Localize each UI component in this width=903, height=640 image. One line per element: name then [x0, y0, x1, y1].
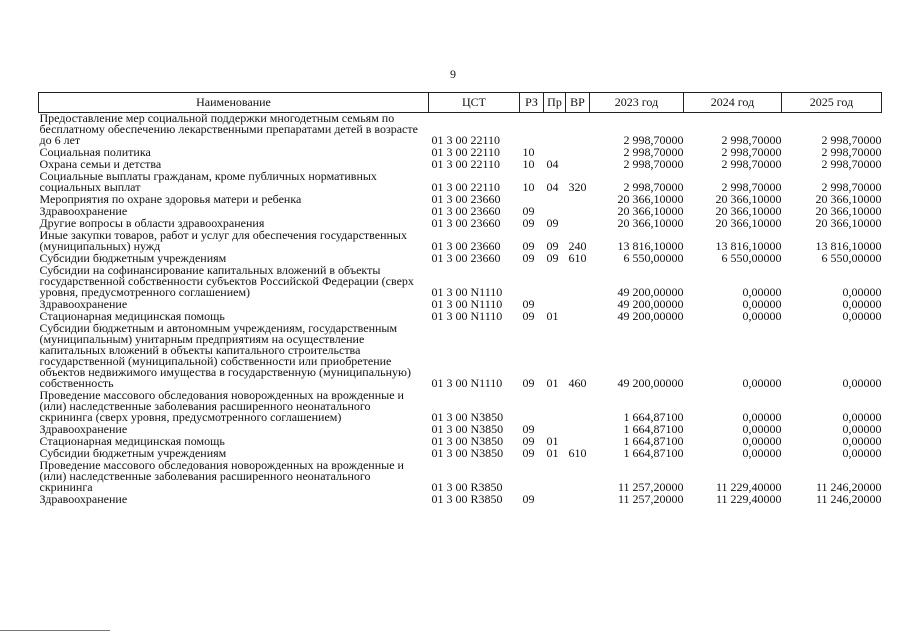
cell-cst: 01 3 00 22110 [431, 133, 501, 147]
cell-2025: 11 246,20000 [815, 492, 882, 506]
cell-vr [566, 265, 590, 299]
cell-rz [520, 265, 544, 299]
cell-rz: 09 [522, 309, 535, 323]
cell-name: Социальная политика [39, 145, 151, 159]
cell-rz: 09 [522, 376, 535, 390]
cell-2023: 11 257,20000 [617, 492, 684, 506]
cell-rz: 09 [522, 239, 535, 253]
cell-rz: 09 [522, 422, 535, 436]
cell-2024: 20 366,10000 [715, 216, 782, 230]
cell-2024: 20 366,10000 [715, 204, 782, 218]
cell-pr: 09 [546, 239, 559, 253]
table-row [39, 494, 882, 506]
cell-name: Субсидии бюджетным и автономным учреждениям, государственным (муниципальным) унитарным предприятиям на осуществление капитальных вложений в объекты капитального строительства государственной (муниципальной) собственности или приобретение объектов недвижимого имущества в государственную (муниципальную) собственность [39, 321, 411, 390]
cell-pr [544, 460, 566, 494]
cell-2023: 1 664,87100 [623, 422, 684, 436]
cell-2025: 0,00000 [842, 376, 882, 390]
cell-2023: 20 366,10000 [617, 192, 684, 206]
cell-2024: 11 229,40000 [715, 492, 782, 506]
cell-pr: 01 [546, 376, 559, 390]
table-header-row [39, 93, 882, 113]
cell-name: Проведение массового обследования новорожденных на врожденные и (или) наследственные заболевания расширенного неонатального скрининга [39, 458, 404, 494]
cell-vr [566, 424, 590, 436]
cell-2025: 6 550,00000 [821, 251, 882, 265]
header-2023: 2023 год [590, 93, 684, 113]
table-row [39, 460, 882, 494]
cell-2024: 11 229,40000 [715, 480, 782, 494]
cell-rz: 10 [522, 157, 535, 171]
cell-pr [544, 194, 566, 206]
cell-2023: 1 664,87100 [623, 410, 684, 424]
cell-2023: 1 664,87100 [623, 434, 684, 448]
cell-pr: 01 [546, 309, 559, 323]
cell-name: Иные закупки товаров, работ и услуг для обеспечения государственных (муниципальных) нужд [39, 228, 407, 253]
cell-cst: 01 3 00 23660 [431, 204, 501, 218]
page-number: 9 [450, 67, 456, 81]
cell-rz: 09 [522, 297, 535, 311]
cell-rz: 09 [522, 446, 535, 460]
cell-rz [520, 113, 544, 148]
cell-cst: 01 3 00 N3850 [431, 446, 504, 460]
table-body [39, 113, 882, 507]
table-row [39, 113, 882, 148]
cell-2025: 20 366,10000 [815, 204, 882, 218]
cell-2025: 0,00000 [842, 422, 882, 436]
cell-2025: 20 366,10000 [815, 216, 882, 230]
cell-name: Стационарная медицинская помощь [39, 434, 225, 448]
header-vr: ВР [566, 93, 590, 113]
cell-2024: 0,00000 [742, 285, 782, 299]
budget-table [38, 92, 882, 506]
cell-2025: 0,00000 [842, 309, 882, 323]
cell-vr [566, 113, 590, 148]
header-2025: 2025 год [782, 93, 882, 113]
cell-name: Стационарная медицинская помощь [39, 309, 225, 323]
cell-vr: 460 [568, 376, 587, 390]
cell-2025: 0,00000 [842, 297, 882, 311]
cell-cst: 01 3 00 22110 [431, 145, 501, 159]
cell-2024: 2 998,70000 [721, 157, 782, 171]
cell-2024: 0,00000 [742, 434, 782, 448]
cell-name: Проведение массового обследования новорожденных на врожденные и (или) наследственные заболевания расширенного неонатального скрининга (сверх уровня, предусмотренного соглашением) [39, 388, 404, 424]
cell-rz [520, 460, 544, 494]
cell-pr: 09 [546, 216, 559, 230]
cell-pr: 01 [546, 434, 559, 448]
cell-2024: 0,00000 [742, 309, 782, 323]
cell-rz: 10 [522, 180, 535, 194]
cell-2023: 49 200,00000 [617, 309, 684, 323]
cell-cst: 01 3 00 N1110 [431, 285, 503, 299]
cell-cst: 01 3 00 N1110 [431, 376, 503, 390]
cell-rz: 09 [522, 216, 535, 230]
cell-2024: 6 550,00000 [721, 251, 782, 265]
cell-2025: 13 816,10000 [815, 239, 882, 253]
cell-name: Субсидии бюджетным учреждениям [39, 251, 227, 265]
header-name: Наименование [39, 93, 429, 113]
cell-2023: 2 998,70000 [623, 180, 684, 194]
cell-2024: 0,00000 [742, 422, 782, 436]
cell-vr [566, 206, 590, 218]
cell-cst: 01 3 00 N3850 [431, 434, 504, 448]
cell-cst: 01 3 00 23660 [431, 251, 501, 265]
cell-rz: 09 [522, 492, 535, 506]
table-row [39, 390, 882, 424]
cell-2025: 20 366,10000 [815, 192, 882, 206]
cell-2024: 2 998,70000 [721, 133, 782, 147]
cell-pr: 09 [546, 251, 559, 265]
cell-rz: 09 [522, 204, 535, 218]
cell-2023: 2 998,70000 [623, 157, 684, 171]
cell-vr: 320 [568, 180, 587, 194]
cell-vr: 240 [568, 239, 587, 253]
cell-2024: 0,00000 [742, 376, 782, 390]
cell-cst: 01 3 00 23660 [431, 192, 501, 206]
table-row [39, 265, 882, 299]
cell-2023: 2 998,70000 [623, 133, 684, 147]
cell-vr [566, 390, 590, 424]
cell-2023: 20 366,10000 [617, 204, 684, 218]
cell-rz [520, 390, 544, 424]
cell-2025: 11 246,20000 [815, 480, 882, 494]
cell-2025: 2 998,70000 [821, 157, 882, 171]
cell-2023: 49 200,00000 [617, 376, 684, 390]
cell-cst: 01 3 00 R3850 [431, 492, 503, 506]
cell-name: Здравоохранение [39, 422, 128, 436]
table-row [39, 323, 882, 390]
cell-2025: 0,00000 [842, 410, 882, 424]
cell-name: Социальные выплаты гражданам, кроме публичных нормативных социальных выплат [39, 169, 377, 194]
cell-2024: 0,00000 [742, 410, 782, 424]
cell-name: Охрана семьи и детства [39, 157, 162, 171]
cell-2025: 0,00000 [842, 434, 882, 448]
cell-pr [544, 113, 566, 148]
cell-vr [566, 159, 590, 171]
cell-2024: 0,00000 [742, 297, 782, 311]
cell-2024: 2 998,70000 [721, 180, 782, 194]
cell-cst: 01 3 00 N3850 [431, 422, 504, 436]
cell-cst: 01 3 00 R3850 [431, 480, 503, 494]
cell-2023: 20 366,10000 [617, 216, 684, 230]
cell-vr [566, 194, 590, 206]
cell-name: Здравоохранение [39, 492, 128, 506]
cell-rz: 09 [522, 434, 535, 448]
cell-vr [566, 311, 590, 323]
cell-rz: 10 [522, 145, 535, 159]
header-rz: РЗ [520, 93, 544, 113]
cell-name: Предоставление мер социальной поддержки многодетным семьям по бесплатному обеспечению лекарственными препаратами детей в возрасте до 6 лет [39, 111, 418, 147]
cell-2025: 2 998,70000 [821, 133, 882, 147]
cell-2023: 6 550,00000 [623, 251, 684, 265]
cell-name: Мероприятия по охране здоровья матери и ребенка [39, 192, 302, 206]
cell-vr [566, 147, 590, 159]
cell-2023: 1 664,87100 [623, 446, 684, 460]
cell-cst: 01 3 00 23660 [431, 239, 501, 253]
cell-2023: 13 816,10000 [617, 239, 684, 253]
header-2024: 2024 год [684, 93, 782, 113]
cell-vr: 610 [568, 446, 587, 460]
cell-name: Субсидии на софинансирование капитальных вложений в объекты государственной собственности субъектов Российской Федерации (сверх уровня, предусмотренного соглашением) [39, 263, 414, 299]
cell-vr [566, 460, 590, 494]
cell-vr [566, 299, 590, 311]
cell-pr: 04 [546, 157, 559, 171]
cell-rz: 09 [522, 251, 535, 265]
cell-cst: 01 3 00 22110 [431, 157, 501, 171]
cell-name: Здравоохранение [39, 297, 128, 311]
cell-vr [566, 494, 590, 506]
cell-vr [566, 218, 590, 230]
cell-cst: 01 3 00 23660 [431, 216, 501, 230]
cell-vr: 610 [568, 251, 587, 265]
cell-pr: 01 [546, 446, 559, 460]
cell-name: Субсидии бюджетным учреждениям [39, 446, 227, 460]
cell-2023: 11 257,20000 [617, 480, 684, 494]
cell-pr [544, 494, 566, 506]
cell-cst: 01 3 00 N1110 [431, 297, 503, 311]
cell-cst: 01 3 00 N1110 [431, 309, 503, 323]
cell-pr [544, 390, 566, 424]
cell-pr [544, 265, 566, 299]
cell-2024: 13 816,10000 [715, 239, 782, 253]
footer-rule [0, 630, 110, 631]
cell-cst: 01 3 00 N3850 [431, 410, 504, 424]
cell-2024: 20 366,10000 [715, 192, 782, 206]
header-pr: Пр [544, 93, 566, 113]
cell-name: Здравоохранение [39, 204, 128, 218]
header-cst: ЦСТ [429, 93, 520, 113]
cell-2025: 2 998,70000 [821, 145, 882, 159]
cell-2025: 0,00000 [842, 446, 882, 460]
cell-2024: 2 998,70000 [721, 145, 782, 159]
cell-cst: 01 3 00 22110 [431, 180, 501, 194]
cell-pr: 04 [546, 180, 559, 194]
cell-2024: 0,00000 [742, 446, 782, 460]
cell-2023: 49 200,00000 [617, 297, 684, 311]
cell-2025: 2 998,70000 [821, 180, 882, 194]
cell-2023: 2 998,70000 [623, 145, 684, 159]
table-row [39, 230, 882, 253]
table-row [39, 171, 882, 194]
cell-name: Другие вопросы в области здравоохранения [39, 216, 265, 230]
cell-2025: 0,00000 [842, 285, 882, 299]
cell-2023: 49 200,00000 [617, 285, 684, 299]
